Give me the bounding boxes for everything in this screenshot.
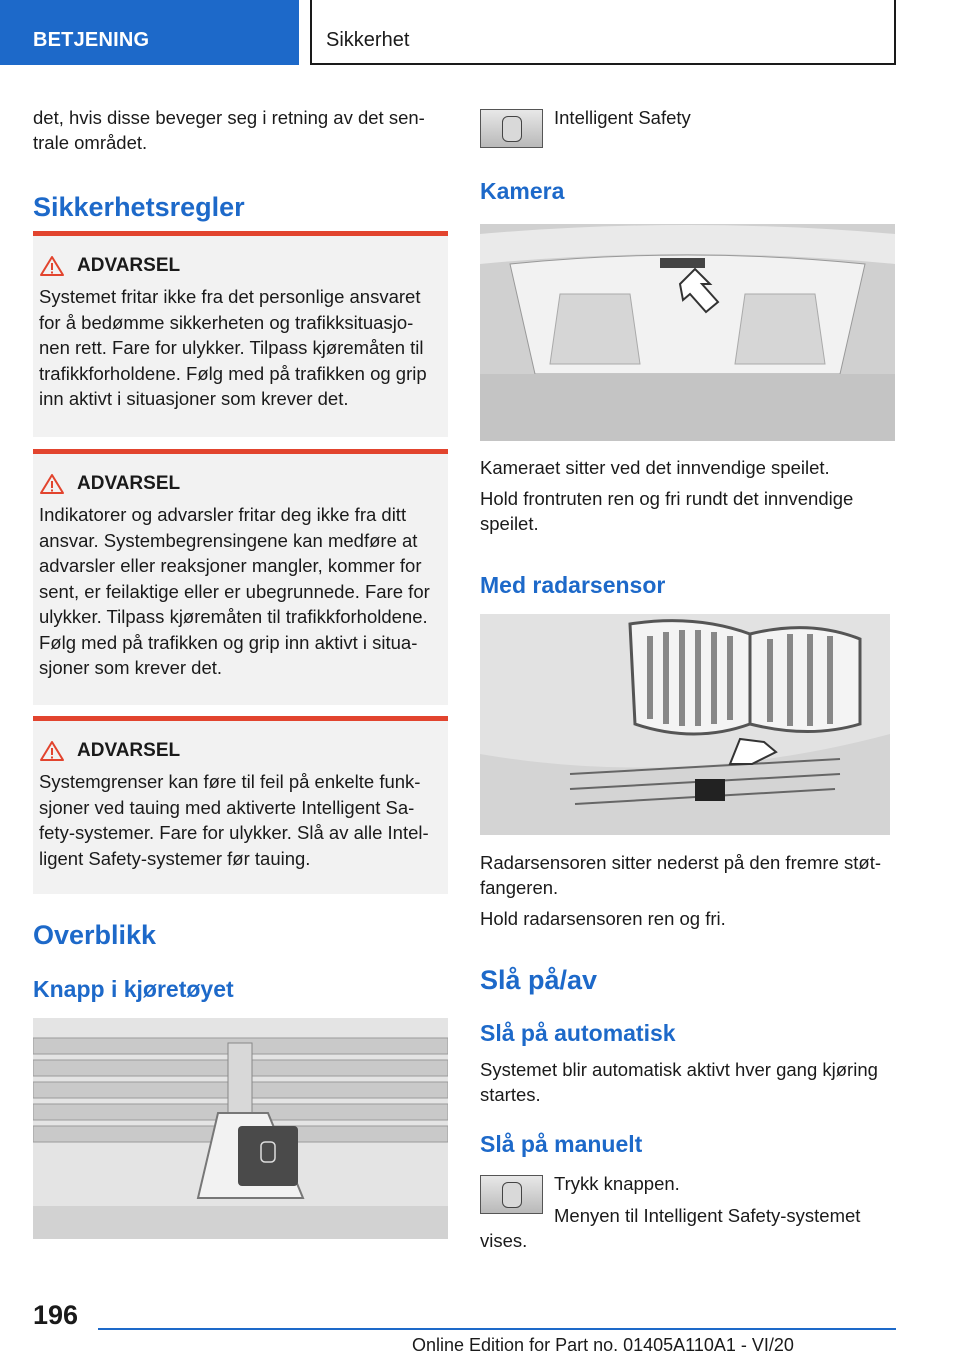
warning-title: ADVARSEL (77, 255, 181, 276)
camera-text-2b: speilet. (480, 513, 539, 534)
warning-triangle-icon (39, 740, 65, 762)
warning-box-2 (33, 449, 448, 705)
radar-image (480, 614, 890, 835)
warning-text (39, 769, 444, 871)
button-heading: Knapp i kjøretøyet (33, 976, 234, 1002)
warning-title: ADVARSEL (77, 740, 181, 761)
camera-image (480, 224, 895, 441)
section-title: BETJENING (33, 29, 150, 51)
radar-text-1b: fangeren. (480, 877, 559, 898)
manual-step-1: Trykk knappen. (554, 1173, 680, 1194)
camera-heading: Kamera (480, 178, 565, 204)
manual-step-2b: vises. (480, 1230, 528, 1251)
warning-line: inn aktivt i situasjoner som krever det. (39, 388, 349, 409)
footer-divider (98, 1328, 896, 1330)
chapter-tab (310, 0, 896, 65)
warning-text (39, 284, 444, 412)
warning-line: sent, er feilaktige eller er ubegrunnede. Fare for (39, 580, 430, 602)
manual-step-2a: Menyen til Intelligent Safety-systemet (554, 1205, 861, 1226)
radar-heading: Med radarsensor (480, 572, 666, 598)
warning-line: ulykker. Tilpass kjøremåten til trafikkforholdene. (39, 606, 428, 627)
camera-text-2a: Hold frontruten ren og fri rundt det innvendige (480, 488, 854, 509)
onoff-heading: Slå på/av (480, 965, 598, 995)
intro-line-1: det, hvis disse beveger seg i retning av det sen- (33, 107, 425, 128)
warning-line: Systemgrenser kan føre til feil på enkelte funk- (39, 771, 421, 792)
rules-heading: Sikkerhetsregler (33, 192, 245, 222)
warning-line: ansvar. Systembegrensingene kan medføre at (39, 529, 418, 551)
intro-line-2: trale området. (33, 132, 148, 153)
console-button-image (33, 1018, 448, 1239)
chapter-title: Sikkerhet (326, 29, 410, 51)
overview-heading: Overblikk (33, 920, 157, 950)
auto-text-a: Systemet blir automatisk aktivt hver gang kjøring (480, 1059, 878, 1080)
warning-triangle-icon (39, 255, 65, 277)
warning-title: ADVARSEL (77, 473, 181, 494)
warning-line: ligent Safety-systemer før tauing. (39, 847, 311, 869)
warning-line: Systemet fritar ikke fra det personlige ansvaret (39, 286, 421, 307)
warning-line: Indikatorer og advarsler fritar deg ikke fra ditt (39, 504, 407, 525)
auto-text-b: startes. (480, 1084, 541, 1105)
camera-illustration (480, 224, 895, 441)
warning-line: nen rett. Fare for ulykker. Tilpass kjøremåten til (39, 337, 424, 358)
edition-text: Online Edition for Part no. 01405A110A1 - VI/20 (412, 1335, 794, 1355)
warning-line: for å bedømme sikkerheten og trafikksituasjo- (39, 311, 414, 333)
radar-text-1a: Radarsensoren sitter nederst på den fremre støt- (480, 852, 882, 873)
console-illustration (33, 1018, 448, 1239)
intelligent-safety-button-icon (480, 1175, 543, 1214)
warning-line: fety-systemer. Fare for ulykker. Slå av alle Intel- (39, 822, 429, 843)
warning-line: Følg med på trafikken og grip inn aktivt i situa- (39, 631, 418, 653)
page-number: 196 (33, 1300, 79, 1330)
warning-box-3 (33, 716, 448, 894)
radar-text-2: Hold radarsensoren ren og fri. (480, 908, 726, 929)
warning-line: advarsler eller reaksjoner mangler, kommer for (39, 555, 422, 576)
warning-line: trafikkforholdene. Følg med på trafikken og grip (39, 362, 427, 384)
button-label: Intelligent Safety (554, 107, 691, 128)
camera-text-1: Kameraet sitter ved det innvendige speilet. (480, 457, 830, 478)
warning-line: sjoner ved tauing med aktiverte Intelligent Sa- (39, 796, 415, 818)
warning-box-1 (33, 231, 448, 437)
section-tab (0, 0, 299, 65)
manual-heading: Slå på manuelt (480, 1131, 643, 1157)
warning-triangle-icon (39, 473, 65, 495)
intelligent-safety-button-icon (480, 109, 543, 148)
warning-line: sjoner som krever det. (39, 657, 223, 678)
auto-heading: Slå på automatisk (480, 1020, 676, 1046)
radar-illustration (480, 614, 890, 835)
warning-text (39, 502, 444, 681)
